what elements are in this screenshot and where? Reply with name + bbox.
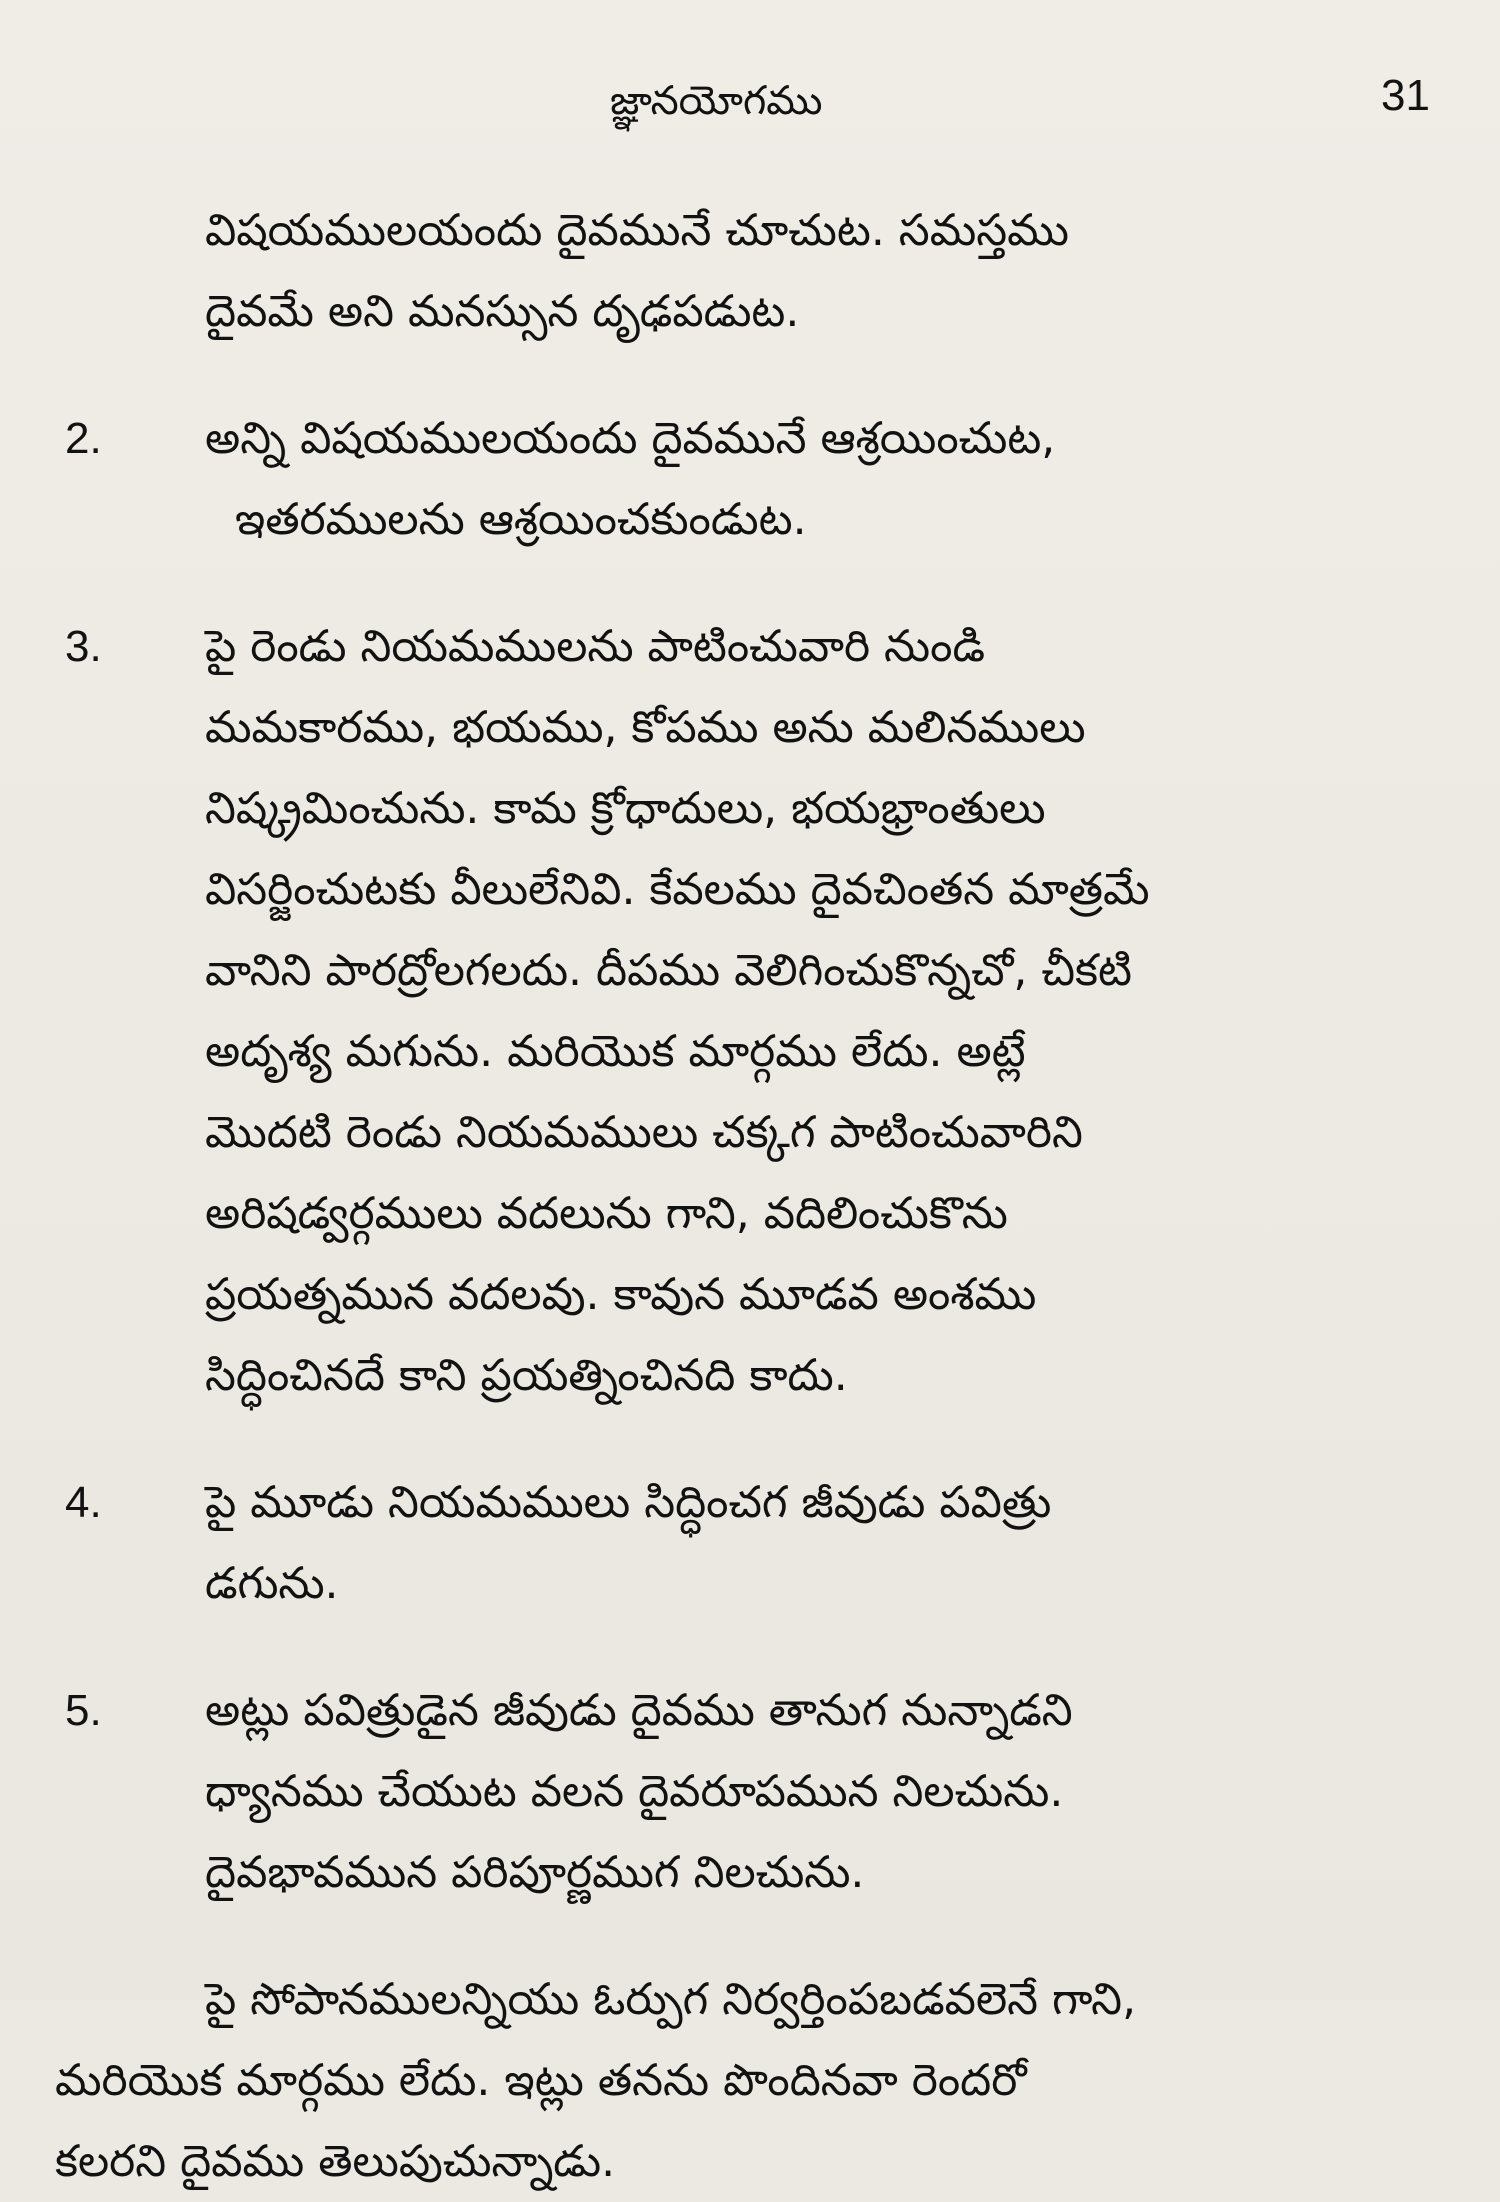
continued-paragraph xyxy=(205,190,1435,352)
text-line: ప్రయత్నమున వదలవు. కావున మూడవ అంశము xyxy=(205,1269,1037,1320)
text-line: ధ్యానము చేయుట వలన దైవరూపమున నిలచును. xyxy=(205,1766,1064,1817)
text-line: సిద్ధించినదే కాని ప్రయత్నించినది కాదు. xyxy=(205,1350,848,1401)
text-line: ఇతరములను ఆశ్రయించకుండుట. xyxy=(235,494,807,545)
text-line: అరిషడ్వర్గములు వదలును గాని, వదిలించుకొను xyxy=(205,1188,1008,1239)
closing-paragraph xyxy=(55,1959,1435,2202)
page-number: 31 xyxy=(1381,71,1430,120)
text-line: దైవమే అని మనస్సున దృఢపడుట. xyxy=(205,286,800,337)
list-item-5 xyxy=(55,1670,1435,1913)
item-number: 2. xyxy=(65,414,102,463)
text-line: దైవభావమున పరిపూర్ణముగ నిలచును. xyxy=(205,1847,865,1898)
list-item-3 xyxy=(55,606,1435,1416)
item-number: 5. xyxy=(65,1686,102,1735)
item-number: 3. xyxy=(65,622,102,671)
text-line: విసర్జించుటకు వీలులేనివి. కేవలము దైవచింతన మాత్రమే xyxy=(205,864,1150,915)
list-item-4 xyxy=(55,1462,1435,1624)
text-line: అన్ని విషయములయందు దైవమునే ఆశ్రయించుట, xyxy=(205,413,1056,464)
text-line: డగును. xyxy=(205,1558,339,1609)
item-number: 4. xyxy=(65,1478,102,1527)
text-line: మరియొక మార్గము లేదు. ఇట్లు తనను పొందినవా రెందరో xyxy=(55,2055,1027,2106)
text-line: అదృశ్య మగును. మరియొక మార్గము లేదు. అట్లే xyxy=(205,1026,1026,1077)
running-header xyxy=(0,66,1500,136)
text-line: మొదటి రెండు నియమములు చక్కగ పాటించువారిని xyxy=(205,1107,1083,1158)
chapter-title: జ్ఞానయోగము xyxy=(610,78,823,124)
text-line: అట్లు పవిత్రుడైన జీవుడు దైవము తానుగ నున్నాడని xyxy=(205,1685,1073,1736)
text-line: విషయములయందు దైవమునే చూచుట. సమస్తము xyxy=(205,205,1069,256)
text-line: మమకారము, భయము, కోపము అను మలినములు xyxy=(205,702,1086,753)
text-line: పై మూడు నియమములు సిద్ధించగ జీవుడు పవిత్రు xyxy=(205,1477,1052,1528)
text-line: పై రెండు నియమములను పాటించువారి నుండి xyxy=(205,621,986,672)
list-item-2 xyxy=(55,398,1435,560)
text-line: కలరని దైవము తెలుపుచున్నాడు. xyxy=(55,2136,616,2187)
text-line: వానిని పారద్రోలగలదు. దీపము వెలిగించుకొన్నచో, చీకటి xyxy=(205,945,1132,996)
page-body xyxy=(55,190,1435,2202)
text-line: నిష్క్రమించును. కామ క్రోధాదులు, భయభ్రాంతులు xyxy=(205,783,1046,834)
text-line: పై సోపానములన్నియు ఓర్పుగ నిర్వర్తింపబడవలెనే గాని, xyxy=(205,1974,1137,2025)
